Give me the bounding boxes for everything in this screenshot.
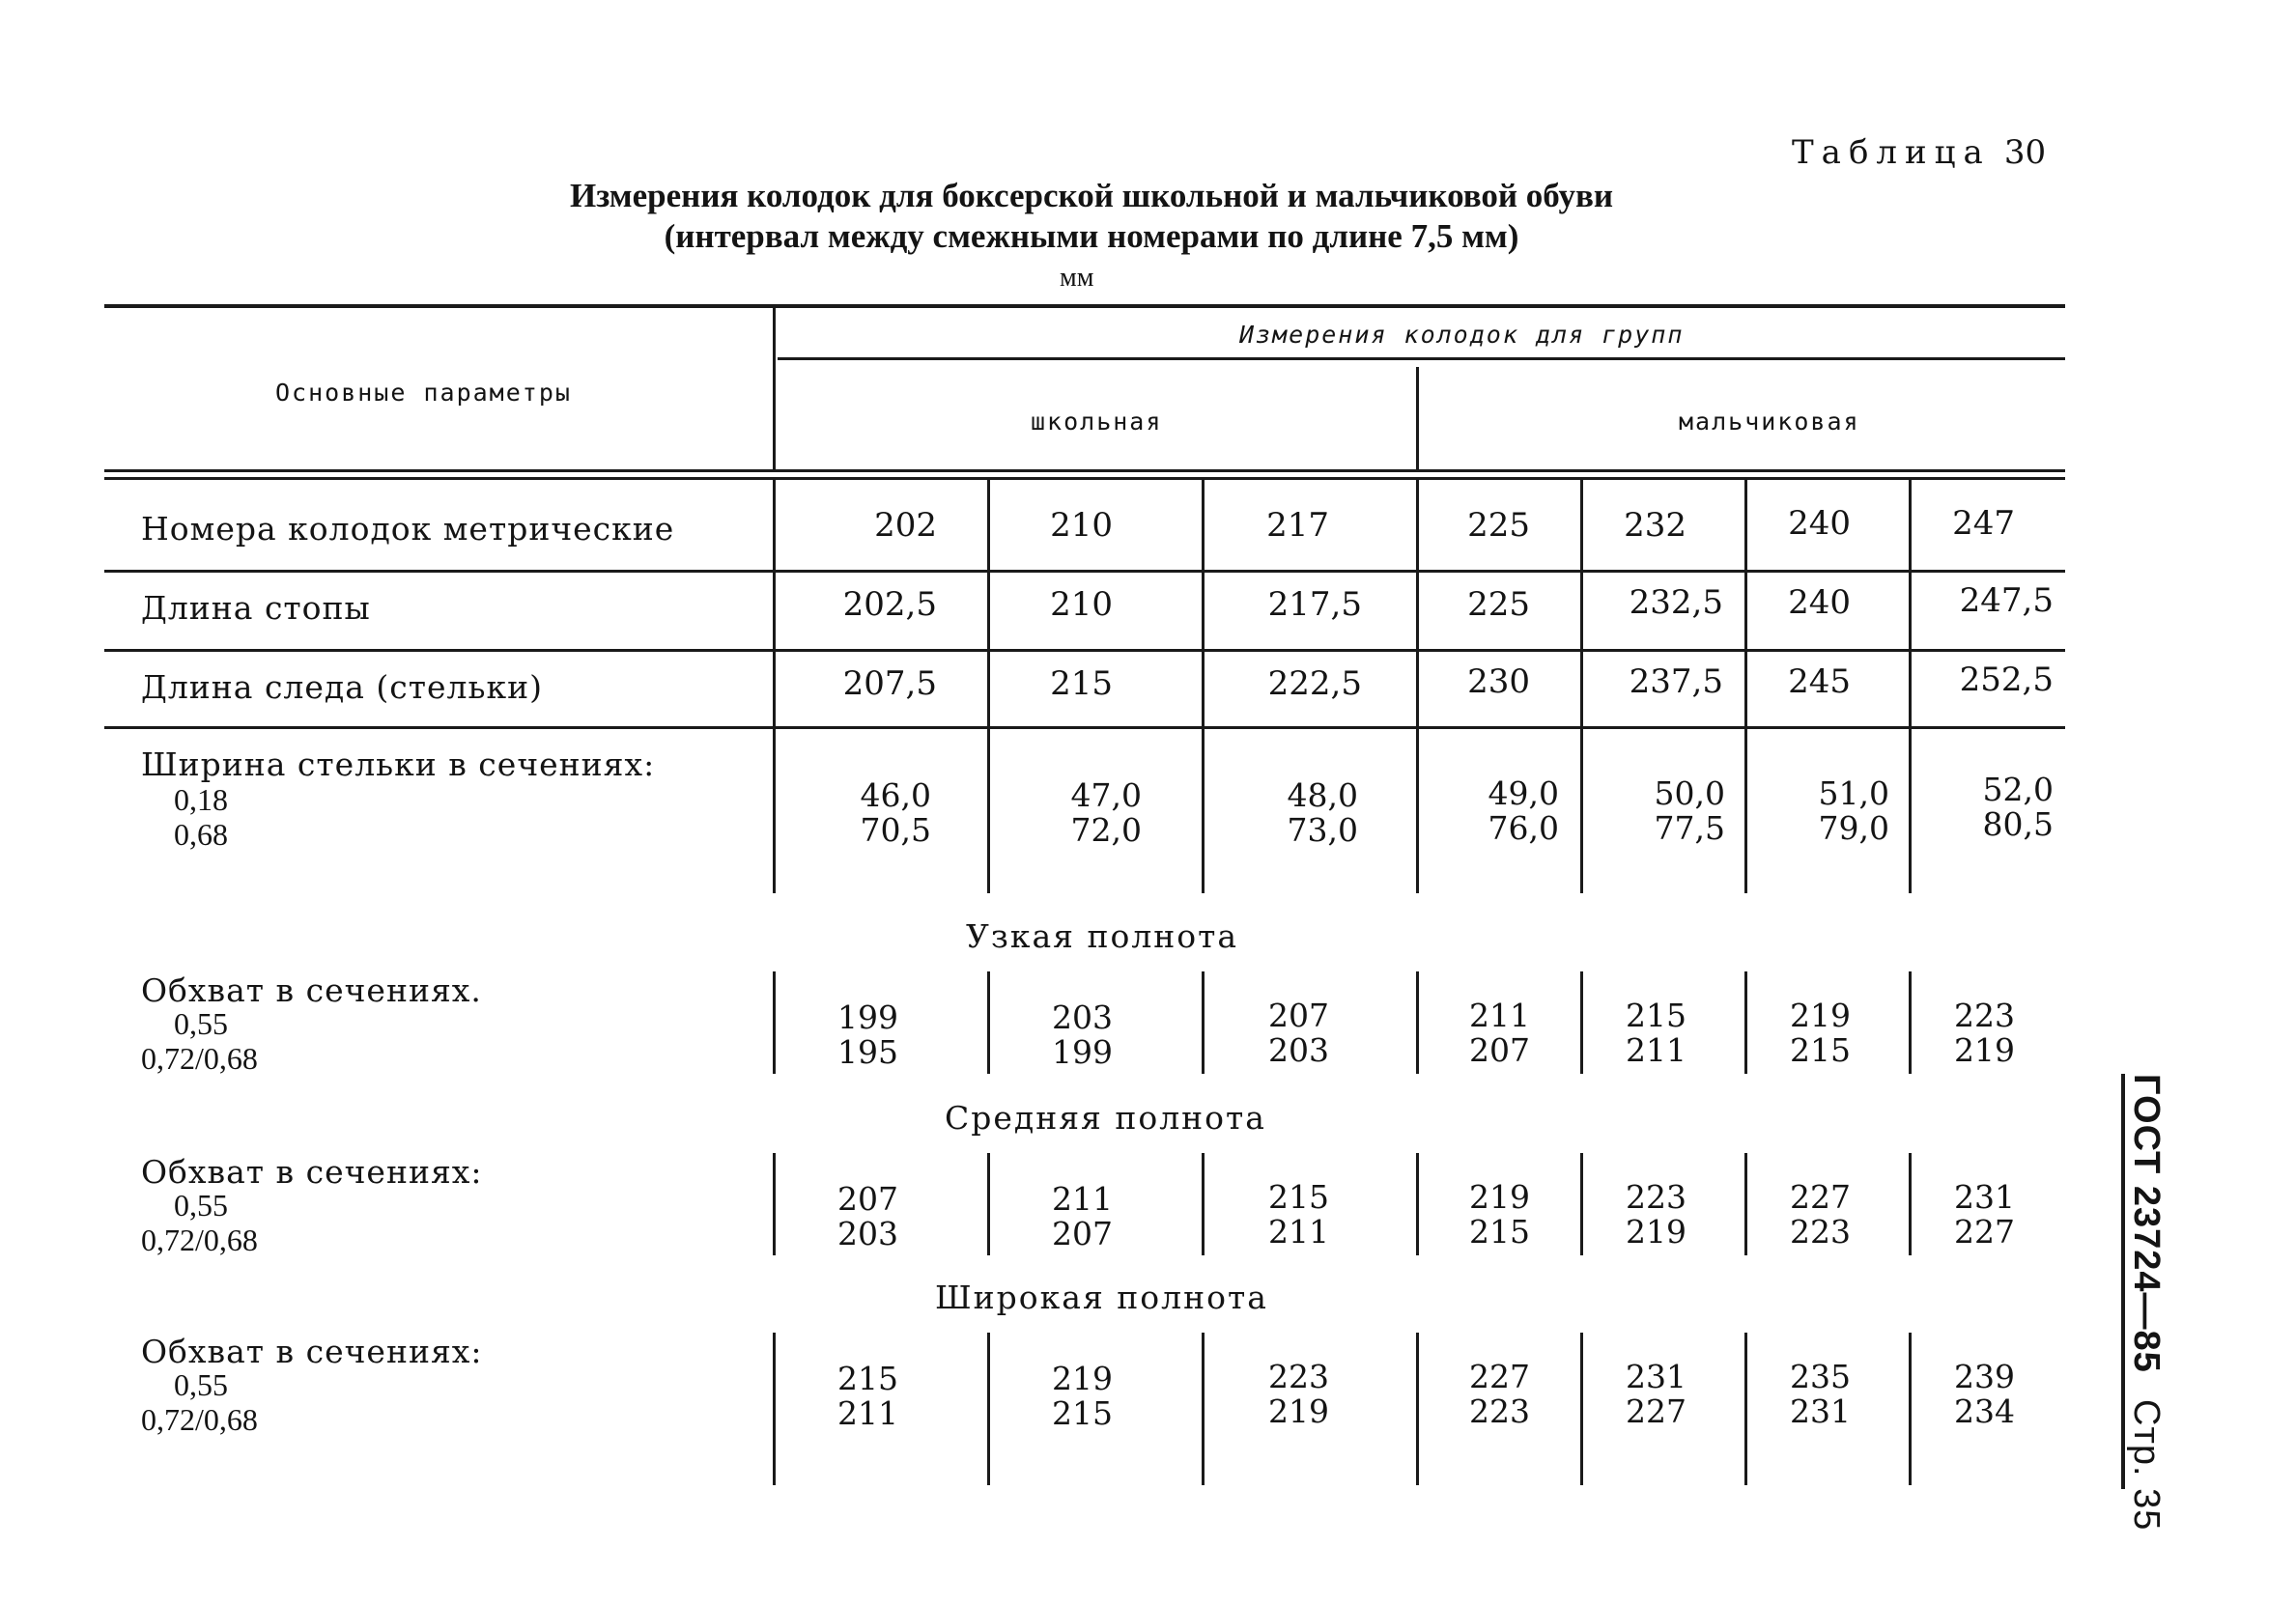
row-label-foot-length: Длина стопы — [141, 589, 371, 627]
value-insole-length-7: 252,5 — [1959, 661, 2054, 699]
value-numbers-3: 217 — [1266, 506, 1329, 545]
row-sub-insole-width-1: 0,18 — [174, 782, 228, 817]
header-school: школьная — [1031, 408, 1163, 436]
table-number: 30 — [2003, 133, 2047, 172]
medium-1b: 203 — [837, 1215, 898, 1252]
wide-2a: 219 — [1052, 1360, 1113, 1397]
section-label-narrow: Обхват в сечениях. — [141, 971, 482, 1009]
title-line-1: Измерения колодок для боксерской школьной и мальчиковой обуви — [569, 177, 1614, 214]
table-title — [464, 176, 1719, 257]
row-label-insole-width: Ширина стельки в сечениях: — [141, 745, 656, 783]
medium-col-line-3 — [1202, 1153, 1205, 1255]
narrow-col-5 — [1590, 998, 1687, 1068]
value-numbers-5: 232 — [1624, 506, 1687, 545]
value-numbers-7: 247 — [1952, 504, 2015, 543]
wide-col-line-4 — [1416, 1333, 1419, 1485]
medium-6a: 227 — [1790, 1178, 1851, 1216]
medium-3b: 211 — [1268, 1213, 1329, 1251]
narrow-col-line-7 — [1909, 971, 1912, 1074]
medium-5b: 219 — [1626, 1213, 1687, 1251]
value-insole-width-4a: 49,0 — [1488, 774, 1559, 812]
header-bottom-rule-2 — [104, 477, 2065, 480]
wide-col-line-2 — [987, 1333, 990, 1485]
narrow-2b: 199 — [1052, 1033, 1113, 1071]
value-insole-width-5b: 77,5 — [1654, 809, 1725, 847]
value-numbers-6: 240 — [1788, 504, 1851, 543]
header-boys: мальчиковая — [1679, 408, 1860, 436]
side-running-header — [2125, 1074, 2167, 1532]
medium-2b: 207 — [1052, 1215, 1113, 1252]
medium-col-3 — [1211, 1180, 1329, 1250]
value-foot-length-3: 217,5 — [1267, 585, 1362, 624]
narrow-4b: 207 — [1469, 1031, 1530, 1069]
value-insole-width-1b: 70,5 — [860, 811, 931, 849]
value-foot-length-5: 232,5 — [1629, 583, 1723, 622]
value-insole-width-3b: 73,0 — [1287, 811, 1358, 849]
wide-7a: 239 — [1954, 1358, 2015, 1395]
wide-5b: 227 — [1626, 1392, 1687, 1430]
table-label: Таблица — [1792, 133, 1991, 172]
section-title-wide: Широкая полнота — [935, 1279, 1268, 1316]
col-line-4 — [1416, 480, 1419, 893]
side-standard: ГОСТ 23724—85 — [2126, 1074, 2167, 1373]
value-insole-width-7b: 80,5 — [1982, 805, 2054, 843]
row-sub-insole-width-2: 0,68 — [174, 817, 228, 852]
narrow-2a: 203 — [1052, 998, 1113, 1036]
col-line-1 — [773, 480, 776, 893]
col-line-2 — [987, 480, 990, 893]
value-insole-length-6: 245 — [1788, 662, 1851, 701]
value-insole-width-col-2 — [997, 778, 1142, 848]
wide-col-7 — [1918, 1360, 2015, 1429]
narrow-col-line-5 — [1580, 971, 1583, 1074]
value-insole-width-2a: 47,0 — [1070, 776, 1142, 814]
wide-col-line-6 — [1744, 1333, 1747, 1485]
col-line-3 — [1202, 480, 1205, 893]
wide-col-3 — [1211, 1360, 1329, 1429]
value-insole-length-2: 215 — [1050, 664, 1113, 703]
value-foot-length-6: 240 — [1788, 583, 1851, 622]
narrow-col-line-4 — [1416, 971, 1419, 1074]
narrow-1a: 199 — [837, 998, 898, 1036]
title-line-2: (интервал между смежными номерами по длине 7,5 мм) — [664, 217, 1519, 255]
row-label-insole-length: Длина следа (стельки) — [141, 668, 543, 706]
value-foot-length-2: 210 — [1050, 585, 1113, 624]
value-insole-width-col-4 — [1426, 776, 1559, 846]
wide-col-1 — [782, 1362, 898, 1431]
medium-1a: 207 — [837, 1180, 898, 1218]
section-sub-wide-2: 0,72/0,68 — [141, 1402, 258, 1437]
medium-6b: 223 — [1790, 1213, 1851, 1251]
narrow-3a: 207 — [1268, 997, 1329, 1034]
wide-3a: 223 — [1268, 1358, 1329, 1395]
unit-label: мм — [1060, 263, 1094, 293]
value-foot-length-7: 247,5 — [1959, 581, 2054, 620]
section-label-wide: Обхват в сечениях: — [141, 1333, 483, 1370]
groups-rule — [778, 357, 2065, 360]
value-insole-width-6b: 79,0 — [1818, 809, 1889, 847]
narrow-col-6 — [1754, 998, 1851, 1068]
value-insole-width-1a: 46,0 — [860, 776, 931, 814]
section-title-medium: Средняя полнота — [945, 1099, 1266, 1137]
col-line-5 — [1580, 480, 1583, 893]
value-insole-length-1: 207,5 — [842, 664, 937, 703]
narrow-7b: 219 — [1954, 1031, 2015, 1069]
medium-col-7 — [1918, 1180, 2015, 1250]
value-insole-length-4: 230 — [1467, 662, 1530, 701]
value-insole-width-7a: 52,0 — [1982, 771, 2054, 808]
section-sub-narrow-1: 0,55 — [174, 1006, 228, 1041]
wide-3b: 219 — [1268, 1392, 1329, 1430]
section-sub-medium-1: 0,55 — [174, 1188, 228, 1223]
section-sub-narrow-2: 0,72/0,68 — [141, 1041, 258, 1076]
wide-1a: 215 — [837, 1360, 898, 1397]
row-rule-3 — [104, 726, 2065, 729]
medium-4a: 219 — [1469, 1178, 1530, 1216]
wide-1b: 211 — [837, 1394, 898, 1432]
value-insole-width-col-7 — [1918, 773, 2054, 842]
col-line-6 — [1744, 480, 1747, 893]
medium-7b: 227 — [1954, 1213, 2015, 1251]
section-sub-medium-2: 0,72/0,68 — [141, 1223, 258, 1257]
wide-col-line-3 — [1202, 1333, 1205, 1485]
section-sub-wide-1: 0,55 — [174, 1367, 228, 1402]
medium-col-line-1 — [773, 1153, 776, 1255]
medium-3a: 215 — [1268, 1178, 1329, 1216]
value-foot-length-1: 202,5 — [842, 585, 937, 624]
side-page-number: Стр. 35 — [2126, 1399, 2167, 1532]
narrow-1b: 195 — [837, 1033, 898, 1071]
value-insole-length-5: 237,5 — [1629, 662, 1723, 701]
medium-col-line-5 — [1580, 1153, 1583, 1255]
value-insole-width-col-1 — [782, 778, 931, 848]
medium-col-line-6 — [1744, 1153, 1747, 1255]
header-vline-groups — [1416, 367, 1419, 469]
value-insole-length-3: 222,5 — [1267, 664, 1362, 703]
header-groups: Измерения колодок для групп — [1239, 321, 1685, 349]
narrow-col-line-1 — [773, 971, 776, 1074]
narrow-col-2 — [997, 1000, 1113, 1070]
wide-4b: 223 — [1469, 1392, 1530, 1430]
wide-col-2 — [997, 1362, 1113, 1431]
value-insole-width-2b: 72,0 — [1070, 811, 1142, 849]
value-insole-width-col-3 — [1211, 778, 1358, 848]
narrow-col-line-3 — [1202, 971, 1205, 1074]
section-label-medium: Обхват в сечениях: — [141, 1153, 483, 1191]
narrow-col-line-6 — [1744, 971, 1747, 1074]
wide-col-line-5 — [1580, 1333, 1583, 1485]
header-vline-params — [773, 307, 776, 469]
wide-col-line-1 — [773, 1333, 776, 1485]
narrow-7a: 223 — [1954, 997, 2015, 1034]
medium-5a: 223 — [1626, 1178, 1687, 1216]
medium-7a: 231 — [1954, 1178, 2015, 1216]
value-numbers-2: 210 — [1050, 506, 1113, 545]
value-insole-width-col-5 — [1590, 776, 1725, 846]
wide-col-5 — [1590, 1360, 1687, 1429]
wide-7b: 234 — [1954, 1392, 2015, 1430]
narrow-col-3 — [1211, 998, 1329, 1068]
medium-col-1 — [782, 1182, 898, 1251]
medium-col-line-4 — [1416, 1153, 1419, 1255]
medium-col-2 — [997, 1182, 1113, 1251]
row-label-numbers: Номера колодок метрические — [141, 510, 675, 548]
table-number-label — [1792, 133, 2046, 172]
wide-6a: 235 — [1790, 1358, 1851, 1395]
medium-2a: 211 — [1052, 1180, 1113, 1218]
wide-col-6 — [1754, 1360, 1851, 1429]
medium-col-4 — [1426, 1180, 1530, 1250]
header-params: Основные параметры — [275, 379, 572, 407]
wide-5a: 231 — [1626, 1358, 1687, 1395]
medium-col-line-2 — [987, 1153, 990, 1255]
medium-col-5 — [1590, 1180, 1687, 1250]
row-rule-2 — [104, 649, 2065, 652]
value-insole-width-5a: 50,0 — [1654, 774, 1725, 812]
top-rule — [104, 304, 2065, 308]
narrow-col-line-2 — [987, 971, 990, 1074]
medium-4b: 215 — [1469, 1213, 1530, 1251]
wide-6b: 231 — [1790, 1392, 1851, 1430]
narrow-4a: 211 — [1469, 997, 1530, 1034]
medium-col-6 — [1754, 1180, 1851, 1250]
row-rule-1 — [104, 570, 2065, 573]
value-insole-width-col-6 — [1754, 776, 1889, 846]
value-insole-width-4b: 76,0 — [1488, 809, 1559, 847]
narrow-col-1 — [782, 1000, 898, 1070]
value-insole-width-3a: 48,0 — [1287, 776, 1358, 814]
wide-2b: 215 — [1052, 1394, 1113, 1432]
narrow-5a: 215 — [1626, 997, 1687, 1034]
wide-4a: 227 — [1469, 1358, 1530, 1395]
wide-col-4 — [1426, 1360, 1530, 1429]
value-numbers-1: 202 — [874, 506, 937, 545]
value-insole-width-6a: 51,0 — [1818, 774, 1889, 812]
col-line-7 — [1909, 480, 1912, 893]
section-title-narrow: Узкая полнота — [966, 917, 1239, 955]
narrow-6b: 215 — [1790, 1031, 1851, 1069]
wide-col-line-7 — [1909, 1333, 1912, 1485]
value-numbers-4: 225 — [1467, 506, 1530, 545]
narrow-col-7 — [1918, 998, 2015, 1068]
value-foot-length-4: 225 — [1467, 585, 1530, 624]
narrow-col-4 — [1426, 998, 1530, 1068]
narrow-5b: 211 — [1626, 1031, 1687, 1069]
header-bottom-rule-1 — [104, 469, 2065, 472]
narrow-3b: 203 — [1268, 1031, 1329, 1069]
medium-col-line-7 — [1909, 1153, 1912, 1255]
narrow-6a: 219 — [1790, 997, 1851, 1034]
